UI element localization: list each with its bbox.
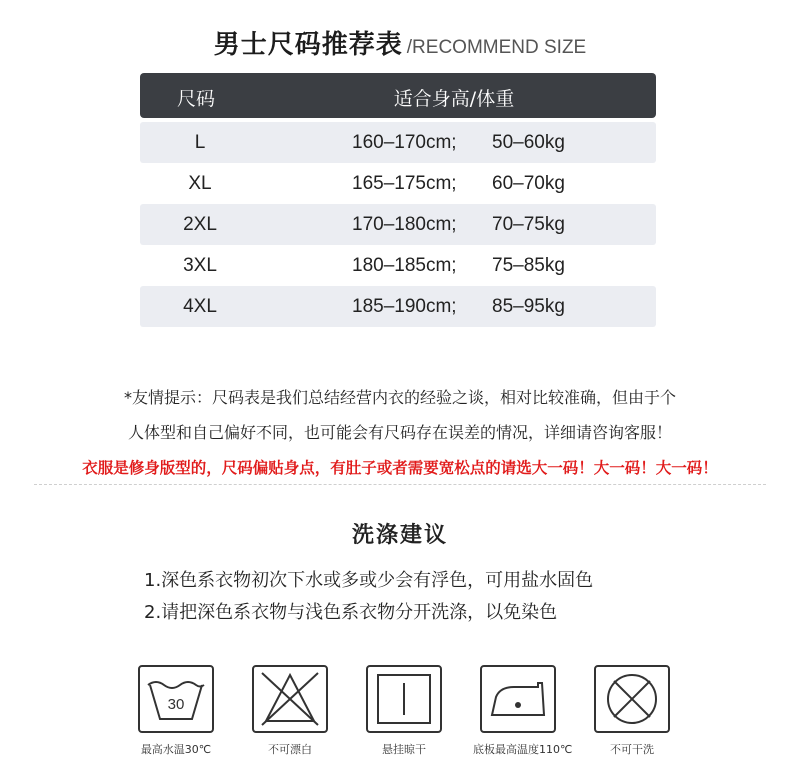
care-item-iron [473,663,573,757]
notice-line-2: 人体型和自己偏好不同，也可能会有尺码存在误差的情况，详细请咨询客服！ [127,423,672,442]
title-subtitle: /RECOMMEND SIZE [406,37,587,58]
care-item-bleach [245,663,335,757]
row-height: 185–190cm; [352,296,457,317]
care-label: 悬挂晾干 [382,743,426,756]
iron-110-icon [478,663,558,735]
care-item-dry [359,663,449,757]
row-size: 3XL [183,255,217,276]
washing-title: 洗涤建议 [351,523,448,548]
no-bleach-icon [250,663,330,735]
row-height: 165–175cm; [352,173,457,194]
care-label: 最高水温30℃ [140,743,212,756]
care-item-wash [131,663,221,757]
care-label: 底板最高温度110℃ [473,743,573,756]
care-label: 不可漂白 [268,743,312,756]
notice-line-1: *友情提示：尺码表是我们总结经营内衣的经验之谈，相对比较准确，但由于个 [123,388,676,407]
washing-tip-1: 1.深色系衣物初次下水或多或少会有浮色，可用盐水固色 [144,570,594,591]
row-height: 160–170cm; [352,132,457,153]
title-main: 男士尺码推荐表 [213,30,403,60]
no-dry-clean-icon [592,663,672,735]
row-size: 2XL [183,214,217,235]
row-height: 180–185cm; [352,255,457,276]
row-weight: 75–85kg [492,255,565,276]
svg-text:30: 30 [167,696,185,713]
header-fit: 适合身高/体重 [393,88,515,110]
table-row [140,245,656,286]
hang-dry-icon [364,663,444,735]
table-row [140,286,656,327]
table-row [140,204,656,245]
care-label: 不可干洗 [610,743,654,756]
fit-warning: 衣服是修身版型的，尺码偏贴身点，有肚子或者需要宽松点的请选大一码！大一码！大一码！ [82,459,718,477]
divider [34,484,766,485]
size-table [140,73,656,327]
row-height: 170–180cm; [352,214,457,235]
row-weight: 85–95kg [492,296,565,317]
row-weight: 50–60kg [492,132,565,153]
row-size: L [194,132,206,153]
row-size: XL [188,173,212,194]
wash-tub-30-icon [136,663,216,735]
header-size: 尺码 [176,88,215,110]
row-weight: 70–75kg [492,214,565,235]
table-row [140,163,656,204]
table-header [140,73,656,118]
care-item-dryclean [587,663,677,757]
page-title [0,24,800,61]
row-size: 4XL [183,296,217,317]
washing-tip-2: 2.请把深色系衣物与浅色系衣物分开洗涤，以免染色 [144,602,558,623]
row-weight: 60–70kg [492,173,565,194]
table-row [140,122,656,163]
